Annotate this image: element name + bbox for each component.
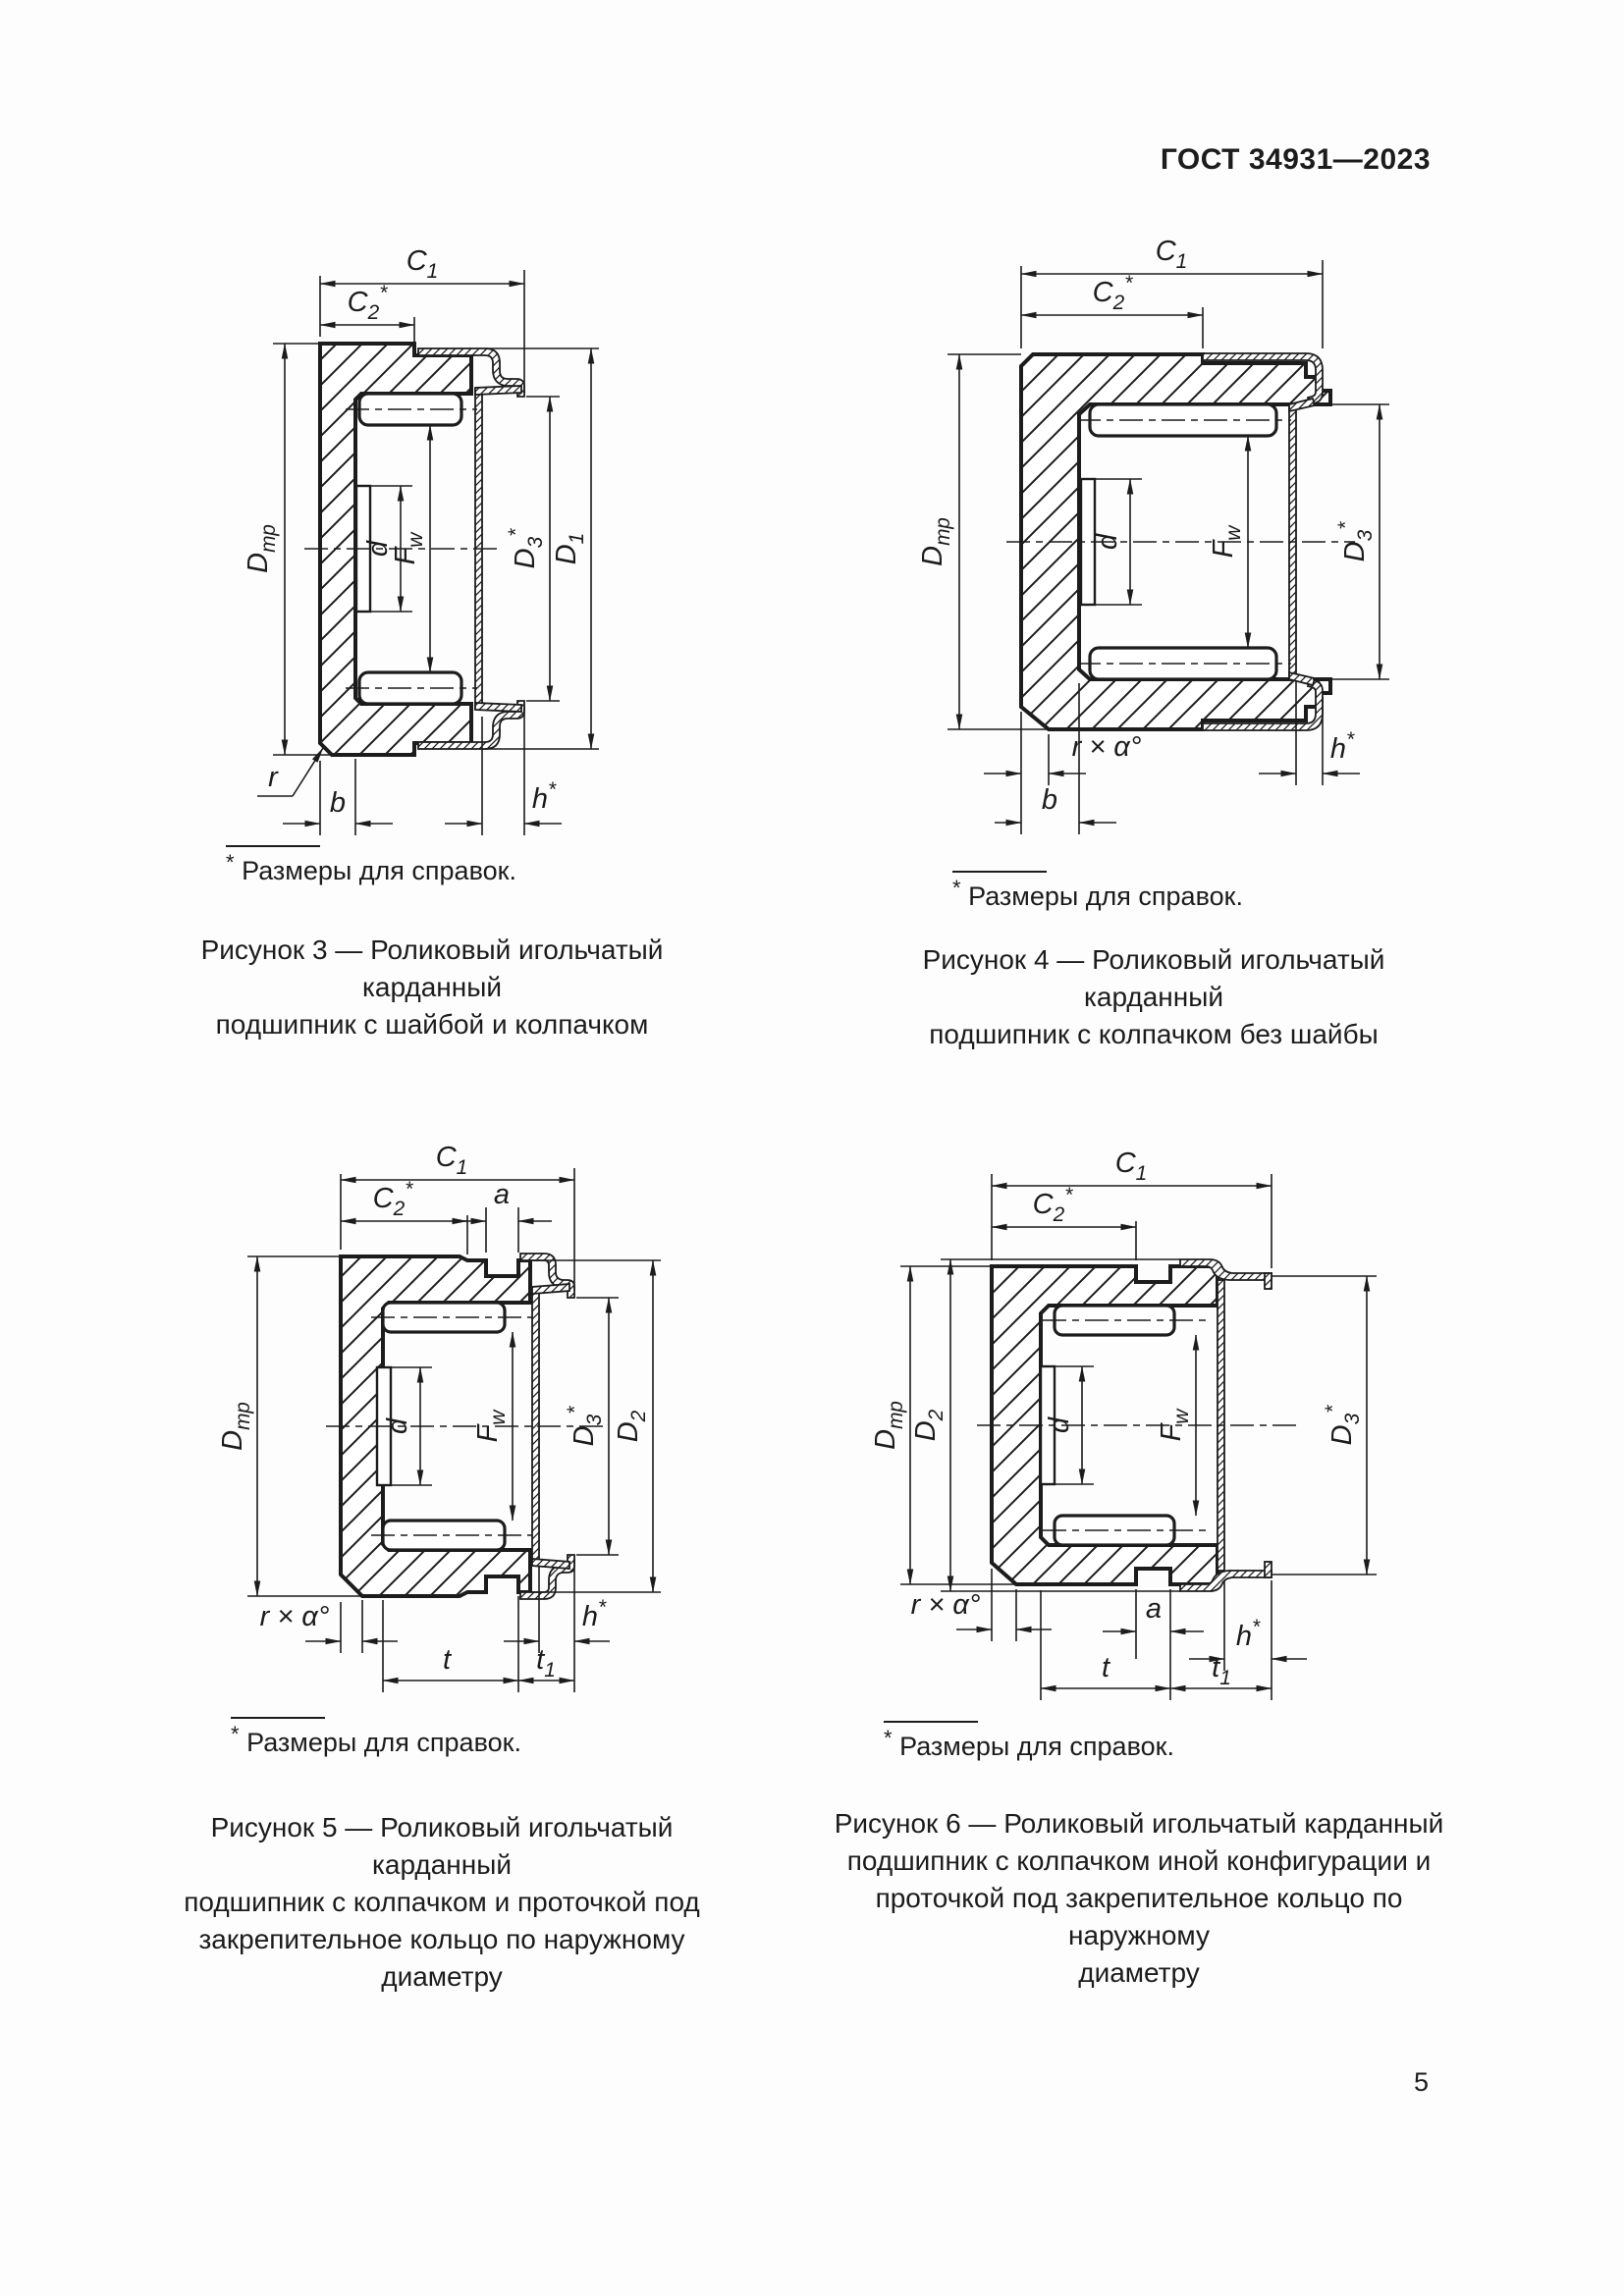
figure-4	[859, 196, 1448, 1053]
dim-label-h: h*	[581, 1596, 607, 1632]
dim-label-d: d	[1092, 533, 1123, 551]
footnote-text: Размеры для справок.	[899, 1732, 1174, 1761]
footnote-star: *	[231, 1722, 240, 1746]
caption-line: подшипник с колпачком без шайбы	[929, 1019, 1379, 1049]
dim-label-c1: $C_1$	[435, 1142, 468, 1179]
dim-label-rxa: r × α°	[259, 1601, 330, 1632]
figure-6-caption	[815, 1805, 1463, 1992]
dim-label-d1: $D_1$	[551, 532, 588, 565]
dim-label-d: d	[382, 1417, 413, 1435]
dimension-labels	[217, 1142, 650, 1682]
dimension-lines	[900, 1174, 1377, 1700]
dim-label-fw: $F_w$	[390, 532, 427, 565]
footnote-star: *	[952, 876, 961, 900]
caption-line: Рисунок 4 — Роликовый игольчатый карданный	[922, 944, 1385, 1012]
figure-5	[147, 1139, 736, 1996]
caption-line: диаметру	[1078, 1957, 1200, 1988]
footnote	[952, 871, 1448, 912]
dim-label-dtr: $D_{тр}$	[217, 1402, 254, 1451]
figure-4-caption	[859, 941, 1448, 1053]
caption-line: Рисунок 6 — Роликовый игольчатый карданный	[834, 1808, 1444, 1839]
dim-label-d3: $D_3^*$	[1334, 521, 1377, 562]
footnote-star: *	[884, 1726, 893, 1750]
dimension-labels	[870, 1148, 1364, 1689]
dim-label-fw: $F_w$	[1208, 525, 1245, 559]
dim-label-c1: $C_1$	[1114, 1148, 1148, 1185]
figure-6-drawing	[815, 1139, 1463, 1713]
caption-line: Рисунок 3 — Роликовый игольчатый карданный	[200, 934, 664, 1002]
dim-label-dtr: $D_{тр}$	[870, 1401, 907, 1450]
caption-line: Рисунок 5 — Роликовый игольчатый карданный	[210, 1812, 674, 1880]
dim-label-c2: $C_2^*$	[347, 282, 388, 324]
dim-label-h: h*	[1329, 728, 1355, 765]
page-number: 5	[1414, 2067, 1430, 2097]
dim-label-d: d	[362, 540, 394, 558]
footnote-rule	[231, 1717, 325, 1719]
caption-line: проточкой под закрепительное кольцо по наружному	[875, 1883, 1403, 1950]
footnote	[231, 1717, 736, 1758]
dim-label-d3: $D_3^*$	[505, 528, 547, 569]
dim-label-a: a	[493, 1179, 511, 1210]
caption-line: закрепительное кольцо по наружному диаметру	[198, 1924, 685, 1992]
dim-label-rxa: r × α°	[910, 1589, 981, 1621]
figure-4-drawing	[859, 196, 1448, 849]
figure-3-caption	[147, 932, 717, 1043]
dim-label-fw: $F_w$	[472, 1410, 510, 1443]
footnote-star: *	[226, 850, 235, 875]
figure-3	[147, 201, 717, 1043]
dim-label-r: r	[268, 762, 278, 793]
dim-label-d2: $D_2$	[613, 1410, 650, 1443]
dim-label-d3: $D_3^*$	[564, 1406, 606, 1447]
footnote-text: Размеры для справок.	[242, 856, 516, 885]
dim-label-t1: $t_1$	[536, 1644, 556, 1682]
dim-label-dtr: $D_{тр}$	[917, 517, 954, 566]
dim-label-h: h*	[1235, 1616, 1261, 1652]
footnote	[226, 845, 717, 886]
footnote-rule	[226, 845, 320, 847]
footnote-text: Размеры для справок.	[968, 881, 1243, 911]
footnote-rule	[884, 1721, 978, 1723]
dim-label-b: b	[329, 787, 347, 819]
figure-6	[815, 1139, 1463, 1992]
dim-label-c2: $C_2^*$	[372, 1178, 413, 1220]
dim-label-fw: $F_w$	[1156, 1409, 1193, 1442]
dim-label-rxa: r × α°	[1071, 731, 1142, 763]
dim-label-d2: $D_2$	[910, 1409, 947, 1442]
figure-3-drawing	[147, 201, 717, 849]
footnote-text: Размеры для справок.	[246, 1728, 521, 1757]
dim-label-c1: $C_1$	[406, 245, 439, 283]
figure-5-caption	[147, 1809, 736, 1996]
dim-label-t1: $t_1$	[1212, 1652, 1231, 1689]
dim-label-b: b	[1041, 784, 1058, 816]
dim-label-c2: $C_2^*$	[1032, 1184, 1073, 1226]
dim-label-t: t	[1101, 1652, 1110, 1683]
dim-label-t: t	[442, 1644, 452, 1676]
dim-label-d3: $D_3^*$	[1322, 1405, 1364, 1446]
dimension-lines	[947, 260, 1389, 834]
caption-line: подшипник с шайбой и колпачком	[215, 1009, 649, 1040]
dim-label-c1: $C_1$	[1155, 236, 1188, 273]
footnote	[884, 1721, 1463, 1762]
dim-label-a: a	[1145, 1593, 1163, 1625]
dim-label-d: d	[1044, 1416, 1075, 1434]
dim-label-h: h*	[531, 778, 557, 815]
footnote-rule	[952, 871, 1047, 873]
page-header: ГОСТ 34931—2023	[1160, 143, 1431, 176]
caption-line: подшипник с колпачком и проточкой под	[184, 1887, 700, 1917]
figure-5-drawing	[147, 1139, 736, 1703]
dim-label-c2: $C_2^*$	[1092, 272, 1133, 314]
dim-label-dtr: $D_{тр}$	[243, 524, 280, 573]
caption-line: подшипник с колпачком иной конфигурации и	[846, 1845, 1432, 1876]
